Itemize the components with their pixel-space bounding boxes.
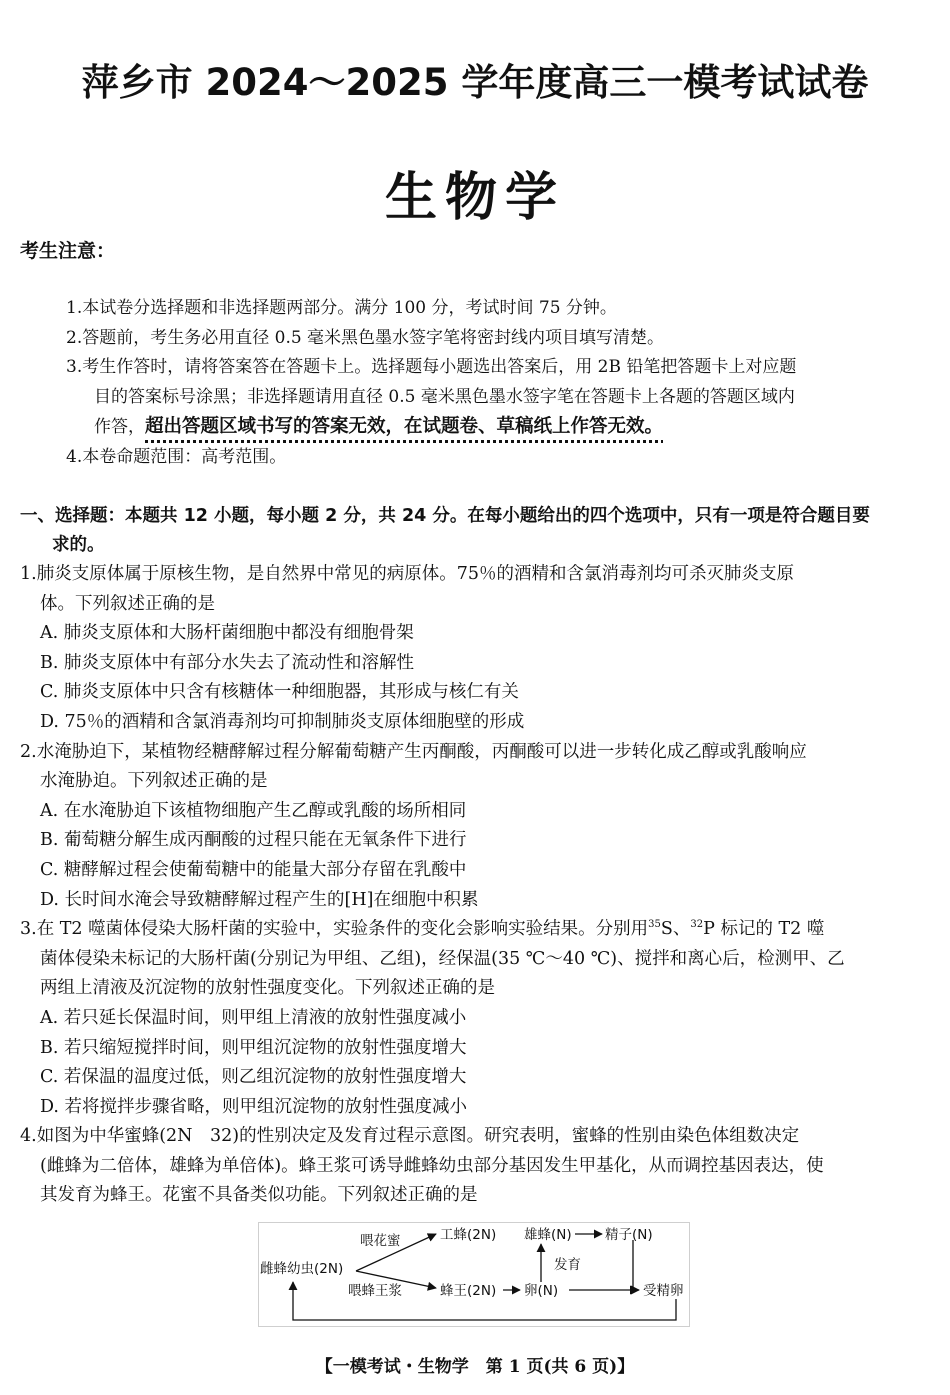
question-2-option-d: D. 长时间水淹会导致糖酵解过程产生的[H]在细胞中积累 (40, 889, 479, 910)
larva-label: 雌蜂幼虫(2N) (260, 1261, 344, 1277)
bee-development-diagram (258, 1222, 690, 1327)
question-4-stem-line-3: 其发育为蜂王。花蜜不具备类似功能。下列叙述正确的是 (40, 1185, 478, 1206)
drone-label: 雄蜂(N) (524, 1227, 572, 1243)
question-2-option-a: A. 在水淹胁迫下该植物细胞产生乙醇或乳酸的场所相同 (40, 800, 467, 821)
question-2 (20, 738, 935, 916)
arrow-sperm-to-zygote (633, 1240, 639, 1290)
section-heading-line-1: 一、选择题：本题共 12 小题，每小题 2 分，共 24 分。在每小题给出的四个选项中，只有一项是符合题目要 (20, 506, 870, 526)
note-item-3-line-2: 目的答案标号涂黑；非选择题请用直径 0.5 毫米黑色墨水签字笔在答题卡上各题的答题区域内 (94, 386, 795, 407)
question-1-stem-line-1: 1.肺炎支原体属于原核生物，是自然界中常见的病原体。75％的酒精和含氯消毒剂均可杀灭肺炎支原 (20, 564, 794, 584)
develop-label: 发育 (554, 1257, 581, 1273)
question-3-option-a: A. 若只延长保温时间，则甲组上清液的放射性强度减小 (40, 1007, 467, 1028)
question-3-stem-part-c: P 标记的 T2 噬 (703, 919, 825, 940)
worker-label: 工蜂(2N) (440, 1227, 497, 1243)
section-heading (20, 502, 935, 560)
exam-title: 萍乡市 2024～2025 学年度高三一模考试试卷 (81, 61, 869, 104)
subject-title: 生物学 (384, 168, 565, 228)
section-heading-line-2: 求的。 (52, 535, 105, 555)
question-1 (20, 560, 935, 738)
question-3-stem-part-a: 3.在 T2 噬菌体侵染大肠杆菌的实验中，实验条件的变化会影响实验结果。分别用 (20, 919, 649, 940)
zygote-label: 受精卵 (643, 1283, 684, 1299)
note-item-3-line-3 (66, 412, 934, 443)
question-3-option-d: D. 若将搅拌步骤省略，则甲组沉淀物的放射性强度减小 (40, 1096, 468, 1117)
note-item-2: 2.答题前，考生务必用直径 0.5 毫米黑色墨水签字笔将密封线内项目填写清楚。 (66, 327, 665, 348)
sperm-label: 精子(N) (605, 1227, 653, 1243)
note-item-3-plain: 作答， (94, 417, 145, 437)
feed-nectar-label: 喂花蜜 (360, 1233, 401, 1249)
queen-label: 蜂王(2N) (440, 1283, 497, 1299)
notes-block (66, 294, 934, 472)
question-2-stem-line-2: 水淹胁迫。下列叙述正确的是 (40, 771, 268, 792)
question-1-stem-line-2: 体。下列叙述正确的是 (40, 593, 215, 614)
question-1-option-d: D. 75％的酒精和含氯消毒剂均可抑制肺炎支原体细胞壁的形成 (40, 711, 525, 732)
question-3-option-c: C. 若保温的温度过低，则乙组沉淀物的放射性强度增大 (40, 1067, 467, 1088)
question-2-option-c: C. 糖酵解过程会使葡萄糖中的能量大部分存留在乳酸中 (40, 859, 467, 880)
note-item-4: 4.本卷命题范围：高考范围。 (66, 446, 287, 467)
questions-block (20, 560, 935, 1211)
question-3 (20, 915, 935, 1122)
note-item-3-emphasis: 超出答题区域书写的答案无效，在试题卷、草稿纸上作答无效。 (145, 416, 664, 437)
question-2-option-b: B. 葡萄糖分解生成丙酮酸的过程只能在无氧条件下进行 (40, 830, 467, 851)
notes-heading: 考生注意： (20, 240, 116, 262)
question-2-stem-line-1: 2.水淹胁迫下，某植物经糖酵解过程分解葡萄糖产生丙酮酸，丙酮酸可以进一步转化成乙醇或乳酸响应 (20, 741, 807, 762)
question-3-stem-line-1 (20, 915, 935, 945)
question-3-stem-line-2: 菌体侵染未标记的大肠杆菌(分别记为甲组、乙组)，经保温(35 ℃～40 ℃)、搅拌和离心后，检测甲、乙 (40, 948, 845, 969)
question-3-option-b: B. 若只缩短搅拌时间，则甲组沉淀物的放射性强度增大 (40, 1037, 467, 1058)
question-4-stem-line-1: 4.如图为中华蜜蜂(2N 32)的性别决定及发育过程示意图。研究表明，蜜蜂的性别由染色体组数决定 (20, 1126, 800, 1147)
egg-label: 卵(N) (524, 1283, 559, 1299)
question-3-stem-part-b: S、 (660, 919, 691, 940)
isotope-32-superscript: 32 (690, 919, 704, 931)
note-item-3-line-1: 3.考生作答时，请将答案答在答题卡上。选择题每小题选出答案后，用 2B 铅笔把答题卡上对应题 (66, 357, 797, 377)
question-4-stem-line-2: (雌蜂为二倍体，雄蜂为单倍体)。蜂王浆可诱导雌蜂幼虫部分基因发生甲基化，从而调控基因表达，使 (40, 1155, 824, 1176)
question-4 (20, 1122, 935, 1211)
question-1-option-b: B. 肺炎支原体中有部分水失去了流动性和溶解性 (40, 652, 414, 673)
question-1-option-c: C. 肺炎支原体中只含有核糖体一种细胞器，其形成与核仁有关 (40, 682, 519, 703)
feed-jelly-label: 喂蜂王浆 (348, 1283, 402, 1299)
question-3-stem-line-3: 两组上清液及沉淀物的放射性强度变化。下列叙述正确的是 (40, 978, 495, 999)
note-item-1: 1.本试卷分选择题和非选择题两部分。满分 100 分，考试时间 75 分钟。 (66, 298, 617, 318)
isotope-35-superscript: 35 (648, 919, 661, 931)
question-1-option-a: A. 肺炎支原体和大肠杆菌细胞中都没有细胞骨架 (40, 623, 414, 644)
page-footer: 【一模考试・生物学 第 1 页(共 6 页)】 (315, 1357, 635, 1377)
